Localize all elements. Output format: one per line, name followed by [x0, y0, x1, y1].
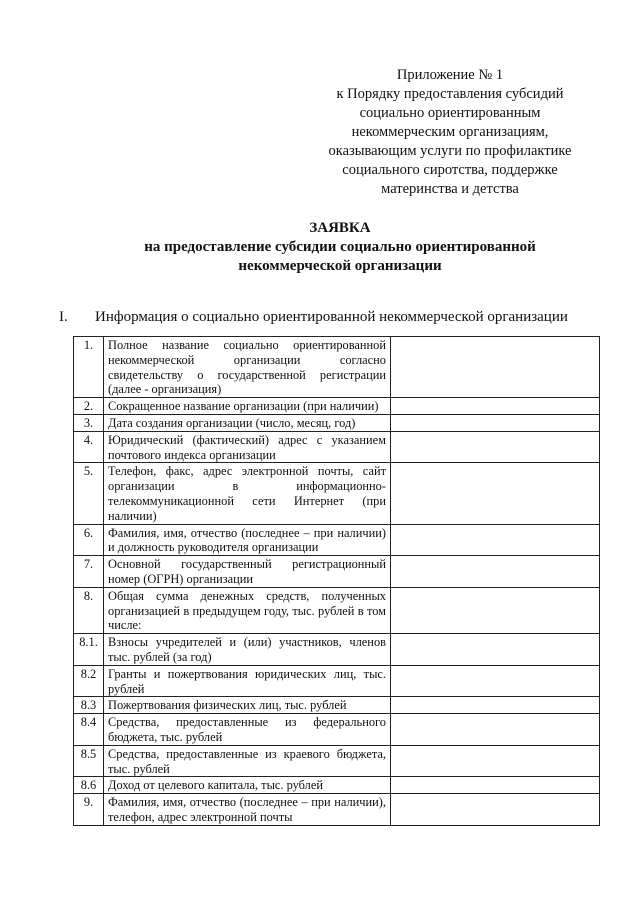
row-number: 1. — [74, 337, 104, 398]
row-value-cell[interactable] — [391, 524, 600, 556]
row-number: 5. — [74, 463, 104, 524]
table-row — [74, 665, 600, 697]
table-row — [74, 463, 600, 524]
row-description: Сокращенное название организации (при наличии) — [104, 398, 391, 415]
row-description: Фамилия, имя, отчество (последнее – при наличии) и должность руководителя организации — [104, 524, 391, 556]
table-row — [74, 714, 600, 746]
table-row — [74, 794, 600, 826]
organization-info-table — [73, 336, 600, 826]
row-description: Взносы учредителей и (или) участников, членов тыс. рублей (за год) — [104, 634, 391, 666]
row-description: Основной государственный регистрационный номер (ОГРН) организации — [104, 556, 391, 588]
row-description: Телефон, факс, адрес электронной почты, сайт организации в информационно-телекоммуникационной сети Интернет (при наличии) — [104, 463, 391, 524]
row-number: 3. — [74, 414, 104, 431]
row-value-cell[interactable] — [391, 431, 600, 463]
row-value-cell[interactable] — [391, 414, 600, 431]
row-number: 8.4 — [74, 714, 104, 746]
row-value-cell[interactable] — [391, 714, 600, 746]
table-row — [74, 398, 600, 415]
row-number: 8.3 — [74, 697, 104, 714]
row-description: Дата создания организации (число, месяц, год) — [104, 414, 391, 431]
row-value-cell[interactable] — [391, 665, 600, 697]
row-value-cell[interactable] — [391, 697, 600, 714]
table-row — [74, 777, 600, 794]
table-row — [74, 556, 600, 588]
row-number: 8. — [74, 587, 104, 633]
row-description: Общая сумма денежных средств, полученных организацией в предыдущем году, тыс. рублей в том числе: — [104, 587, 391, 633]
row-number: 2. — [74, 398, 104, 415]
row-number: 8.6 — [74, 777, 104, 794]
title-line-1: на предоставление субсидии социально ориентированной — [144, 239, 536, 255]
annex-line: материнства и детства — [381, 181, 519, 197]
row-number: 4. — [74, 431, 104, 463]
section-heading — [59, 308, 619, 327]
annex-line: к Порядку предоставления субсидий — [336, 86, 564, 102]
row-description: Юридический (фактический) адрес с указанием почтового индекса организации — [104, 431, 391, 463]
title-line-2: некоммерческой организации — [238, 258, 442, 274]
row-description: Средства, предоставленные из федерального бюджета, тыс. рублей — [104, 714, 391, 746]
annex-line: социально ориентированным — [359, 105, 541, 121]
row-number: 7. — [74, 556, 104, 588]
annex-line: социального сиротства, поддержке — [342, 162, 558, 178]
row-value-cell[interactable] — [391, 337, 600, 398]
row-description: Доход от целевого капитала, тыс. рублей — [104, 777, 391, 794]
row-description: Пожертвования физических лиц, тыс. рублей — [104, 697, 391, 714]
document-title — [60, 219, 620, 276]
annex-header — [300, 66, 600, 199]
row-number: 8.1. — [74, 634, 104, 666]
table-row — [74, 587, 600, 633]
row-description: Фамилия, имя, отчество (последнее – при наличии), телефон, адрес электронной почты — [104, 794, 391, 826]
row-value-cell[interactable] — [391, 587, 600, 633]
row-number: 9. — [74, 794, 104, 826]
annex-line: оказывающим услуги по профилактике — [328, 143, 572, 159]
table-row — [74, 431, 600, 463]
row-description: Гранты и пожертвования юридических лиц, тыс. рублей — [104, 665, 391, 697]
section-number: I. — [59, 309, 68, 325]
table-row — [74, 524, 600, 556]
row-number: 8.5 — [74, 745, 104, 777]
row-description: Полное название социально ориентированной некоммерческой организации согласно свидетельству о государственной регистрации (далее - организация) — [104, 337, 391, 398]
annex-line: Приложение № 1 — [396, 67, 504, 83]
row-value-cell[interactable] — [391, 463, 600, 524]
table-row — [74, 337, 600, 398]
row-number: 6. — [74, 524, 104, 556]
row-value-cell[interactable] — [391, 745, 600, 777]
table-row — [74, 634, 600, 666]
row-value-cell[interactable] — [391, 634, 600, 666]
table-row — [74, 697, 600, 714]
row-value-cell[interactable] — [391, 398, 600, 415]
row-value-cell[interactable] — [391, 794, 600, 826]
table-row — [74, 745, 600, 777]
row-description: Средства, предоставленные из краевого бюджета, тыс. рублей — [104, 745, 391, 777]
section-text: Информация о социально ориентированной некоммерческой организации — [95, 309, 568, 325]
title-heading: ЗАЯВКА — [309, 220, 371, 236]
row-value-cell[interactable] — [391, 777, 600, 794]
table-row — [74, 414, 600, 431]
row-number: 8.2 — [74, 665, 104, 697]
annex-line: некоммерческим организациям, — [351, 124, 549, 140]
row-value-cell[interactable] — [391, 556, 600, 588]
